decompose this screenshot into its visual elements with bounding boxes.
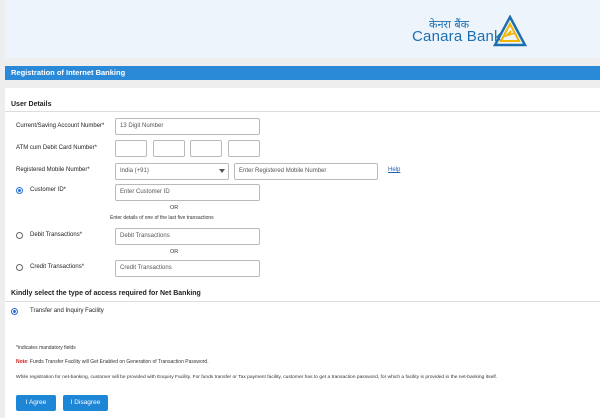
transfer-inquiry-label: Transfer and Inquiry Facility [30, 308, 104, 314]
mobile-number-input[interactable]: Enter Registered Mobile Number [234, 163, 378, 180]
customer-id-radio[interactable] [16, 187, 23, 194]
registration-panel [5, 88, 600, 418]
credit-transactions-radio[interactable] [16, 264, 23, 271]
customer-id-input[interactable]: Enter Customer ID [115, 184, 260, 201]
atm-card-input-1[interactable] [115, 140, 147, 157]
mobile-number-label: Registered Mobile Number* [16, 167, 90, 173]
funds-transfer-note [16, 359, 209, 365]
atm-card-input-4[interactable] [228, 140, 260, 157]
help-link[interactable]: Help [388, 167, 401, 173]
user-details-heading: User Details [11, 101, 52, 108]
canara-logo-icon [493, 15, 527, 47]
credit-transactions-input[interactable]: Credit Transactions [115, 260, 260, 277]
debit-transactions-radio[interactable] [16, 232, 23, 239]
transfer-inquiry-radio[interactable] [11, 308, 18, 315]
section-divider [5, 111, 600, 112]
credit-transactions-label: Credit Transactions* [30, 264, 85, 270]
or-separator: OR [170, 205, 179, 211]
note-prefix: Note [16, 359, 28, 365]
customer-id-label: Customer ID* [30, 187, 67, 193]
country-code-value: India (+91) [120, 168, 149, 174]
country-code-select[interactable] [115, 163, 229, 180]
agree-button[interactable]: I Agree [16, 395, 56, 411]
debit-transactions-label: Debit Transactions* [30, 232, 83, 238]
note-text: : Funds Transfer Facility will Get Enabled on Generation of Transaction Password. [27, 359, 209, 365]
section-divider [5, 301, 600, 302]
atm-card-label: ATM cum Debit Card Number* [16, 145, 97, 151]
bank-name-hindi: केनरा बैंक [429, 18, 470, 31]
mandatory-fields-note: *indicates mandatory fields [16, 345, 76, 351]
chevron-down-icon [219, 169, 225, 173]
transactions-hint: Enter details of one of the last five transactions [110, 215, 214, 221]
page-header [5, 0, 600, 58]
atm-card-input-3[interactable] [190, 140, 222, 157]
registration-info-note: While registration for net-banking, customer will be provided with Enquiry Facility. For funds transfer or Tax payment facility, customer has to get a transaction password, for which a facility is provided in the net-banking itself. [16, 375, 498, 380]
account-number-label: Current/Saving Account Number* [16, 123, 105, 129]
atm-card-input-2[interactable] [153, 140, 185, 157]
or-separator: OR [170, 249, 179, 255]
access-type-heading: Kindly select the type of access required for Net Banking [11, 290, 201, 297]
disagree-button[interactable]: I Disagree [63, 395, 108, 411]
debit-transactions-input[interactable]: Debit Transactions [115, 228, 260, 245]
bank-name: Canara Bank [412, 28, 502, 45]
registration-titlebar: Registration of Internet Banking [5, 66, 600, 80]
account-number-input[interactable]: 13 Digit Number [115, 118, 260, 135]
